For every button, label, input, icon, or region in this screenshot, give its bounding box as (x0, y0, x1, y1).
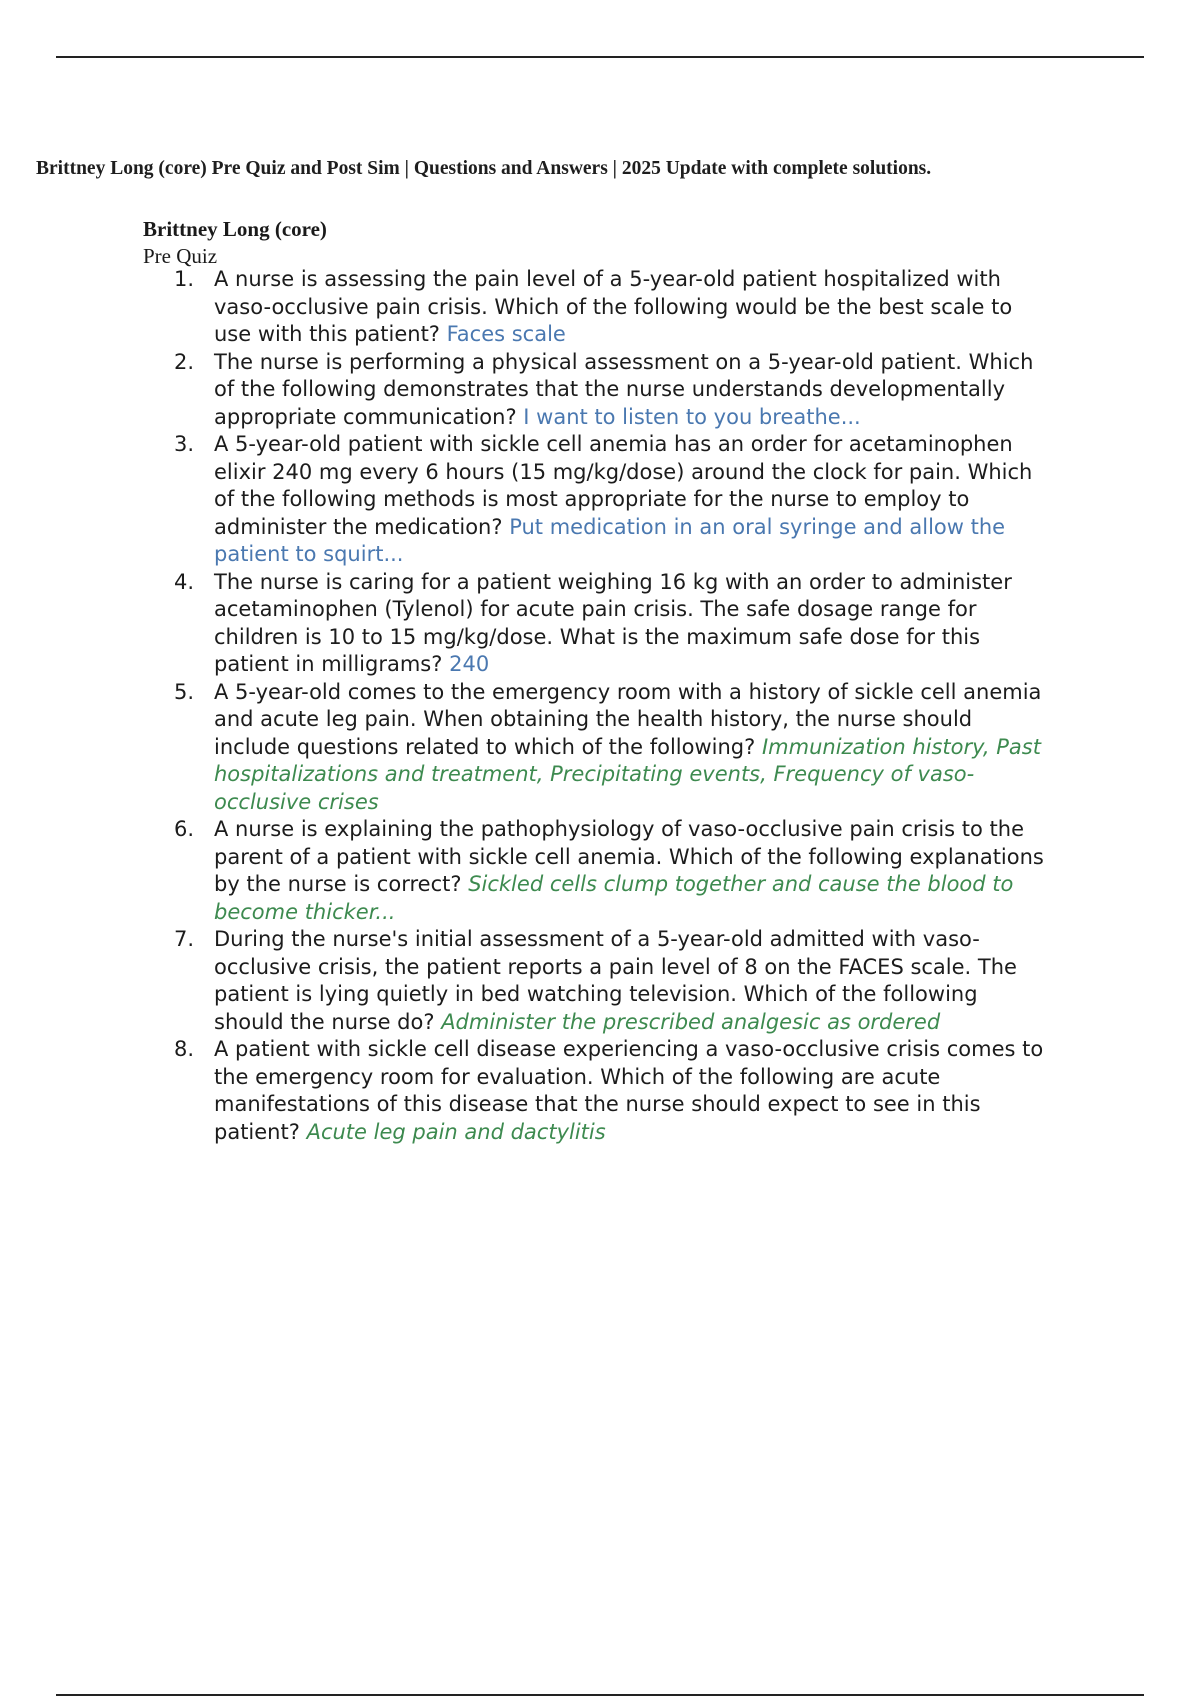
question-number: 7. (174, 927, 195, 951)
answer-text: Immunization history, Past hospitalizations and treatment, Precipitating events, Frequency of vaso-occlusive crises (214, 734, 1041, 814)
question-number: 8. (174, 1037, 195, 1061)
answer-text: Acute leg pain and dactylitis (306, 1119, 606, 1144)
question-text: A nurse is assessing the pain level of a 5-year-old patient hospitalized with vaso-occlusive pain crisis. Which of the following would be the best scale to use with this patient? (214, 267, 1013, 346)
answer-text: Put medication in an oral syringe and allow the patient to squirt... (214, 514, 1006, 566)
question-text: The nurse is performing a physical assessment on a 5-year-old patient. Which of the following demonstrates that the nurse understands developmentally appropriate communication? (214, 349, 1034, 429)
question-text: During the nurse's initial assessment of a 5-year-old admitted with vaso-occlusive crisis, the patient reports a pain level of 8 on the FACES scale. The patient is lying quietly in bed watching television. Which of the following should the nurse do? (214, 927, 1017, 1034)
section-header (143, 216, 1043, 270)
question-number: 6. (174, 817, 195, 841)
question-number: 4. (174, 569, 195, 594)
question-number: 5. (174, 679, 195, 704)
question-text: A patient with sickle cell disease experiencing a vaso-occlusive crisis comes to the emergency room for evaluation. Which of the following are acute manifestations of this disease that the nurse should expect to see in this patient? (214, 1037, 1044, 1144)
section-subheading: Pre Quiz (143, 244, 218, 268)
question-item (174, 349, 1050, 432)
question-text: The nurse is caring for a patient weighing 16 kg with an order to administer acetaminophen (Tylenol) for acute pain crisis. The safe dosage range for children is 10 to 15 mg/kg/dose. What is the maximum safe dose for this patient in milligrams? (214, 569, 1012, 676)
section-heading: Brittney Long (core) (143, 217, 327, 241)
question-item (174, 679, 1050, 817)
question-text: A nurse is explaining the pathophysiology of vaso-occlusive pain crisis to the parent of a patient with sickle cell anemia. Which of the following explanations by the nurse is correct? (214, 817, 1044, 896)
bottom-rule (56, 1694, 1144, 1696)
question-number: 3. (174, 432, 195, 456)
question-list (174, 266, 1050, 1146)
question-number: 1. (174, 267, 195, 291)
answer-text: I want to listen to you breathe... (523, 404, 861, 429)
question-item (174, 1036, 1050, 1146)
answer-text: Administer the prescribed analgesic as ordered (441, 1009, 941, 1034)
question-number: 2. (174, 349, 195, 374)
answer-text: Faces scale (446, 322, 566, 346)
question-item (174, 569, 1050, 679)
answer-text: Sickled cells clump together and cause the blood to become thicker... (214, 872, 1014, 924)
top-rule (56, 56, 1144, 58)
question-text: A 5-year-old comes to the emergency room with a history of sickle cell anemia and acute leg pain. When obtaining the health history, the nurse should include questions related to which of the following? (214, 679, 1042, 759)
question-item (174, 816, 1050, 926)
question-item (174, 266, 1050, 349)
question-item (174, 431, 1050, 569)
answer-text: 240 (449, 652, 490, 676)
question-item (174, 926, 1050, 1036)
document-title: Brittney Long (core) Pre Quiz and Post Sim | Questions and Answers | 2025 Update with complete solutions. (36, 158, 932, 179)
question-text: A 5-year-old patient with sickle cell anemia has an order for acetaminophen elixir 240 mg every 6 hours (15 mg/kg/dose) around the clock for pain. Which of the following methods is most appropriate for the nurse to employ to administer the medication? (214, 432, 1033, 539)
